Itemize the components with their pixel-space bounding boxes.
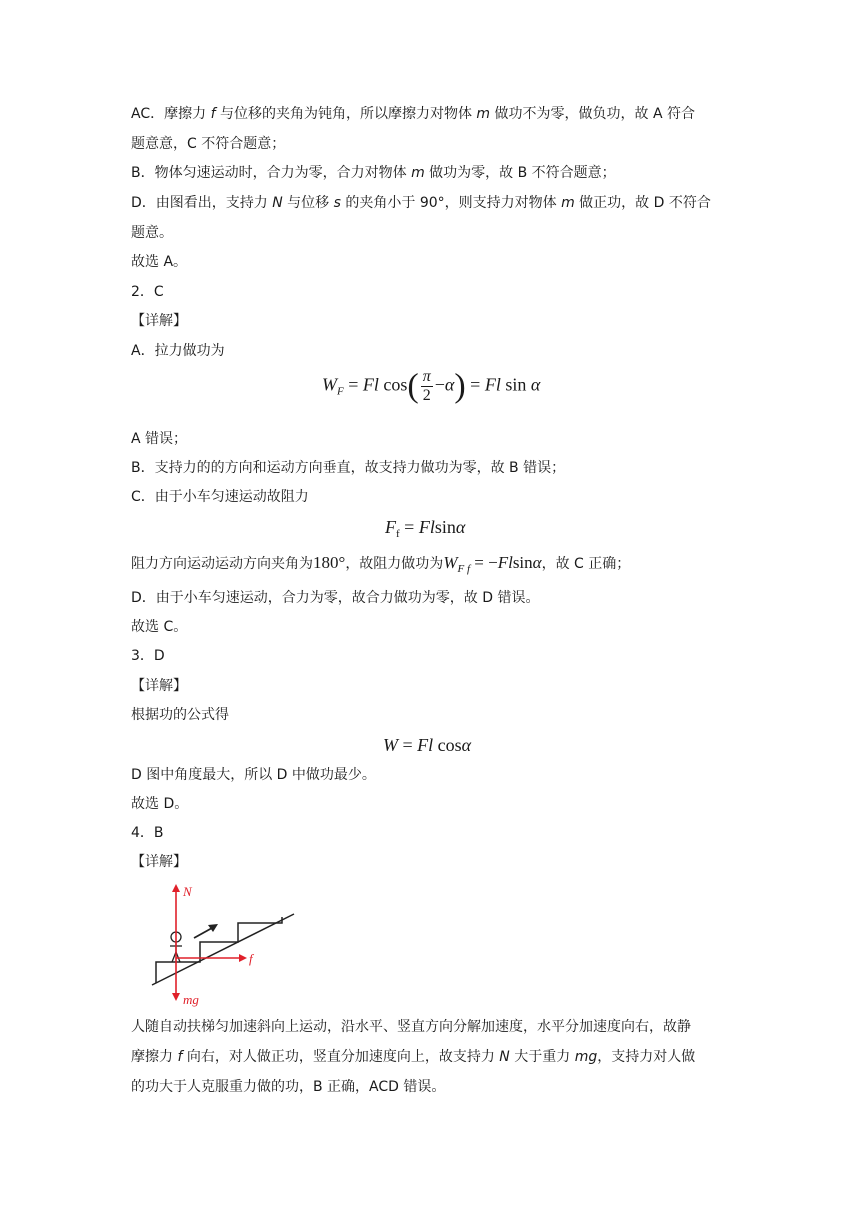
q4-line-1: 人随自动扶梯匀加速斜向上运动，沿水平、竖直方向分解加速度，水平分加速度向右，故静 bbox=[131, 1019, 691, 1035]
q3-equation-work: W = Fl cosα bbox=[383, 735, 472, 755]
q2-equation-friction: $F_f = Flsin\alpha$ bbox=[385, 517, 466, 540]
q1-line-1: AC．摩擦力 f 与位移的夹角为钝角，所以摩擦力对物体 m 做功不为零，做负功，故 A 符合 bbox=[131, 106, 695, 122]
q2-c-line: 阻力方向运动运动方向夹角为180°，故阻力做功为$W_{F f} = -Flsin\alpha$，故 C 正确； bbox=[131, 553, 631, 575]
label-n: N bbox=[183, 884, 192, 899]
q1-line-4: D．由图看出，支持力 N 与位移 s 的夹角小于 90°，则支持力对物体 m 做正功，故 D 不符合 bbox=[131, 195, 711, 211]
q2-a-wrong: A 错误； bbox=[131, 431, 188, 447]
q1-line-3: B．物体匀速运动时，合力为零，合力对物体 m 做功为零，故 B 不符合题意； bbox=[131, 165, 616, 181]
motion-arrow bbox=[194, 924, 218, 938]
q3-line: D 图中角度最大，所以 D 中做功最少。 bbox=[131, 767, 376, 783]
q2-detail-heading: 【详解】 bbox=[131, 313, 187, 329]
escalator-force-diagram bbox=[148, 880, 300, 1010]
q2-b-line: B．支持力的的方向和运动方向垂直，故支持力做功为零，故 B 错误； bbox=[131, 460, 566, 476]
q2-c-intro: C．由于小车匀速运动故阻力 bbox=[131, 489, 309, 505]
q3-answer: 3．D bbox=[131, 648, 165, 664]
q4-line-2: 摩擦力 f 向右，对人做正功，竖直分加速度向上，故支持力 N 大于重力 mg，支持力对人做 bbox=[131, 1049, 696, 1065]
q2-equation-work-f: $W_F = Fl$ cos( $\frac{\pi}{2}$ −α) = Fl sin α bbox=[322, 367, 541, 405]
q3-choose: 故选 D。 bbox=[131, 796, 189, 812]
normal-force-arrow bbox=[172, 884, 180, 958]
q2-answer: 2．C bbox=[131, 284, 164, 300]
q1-line-2: 题意意，C 不符合题意； bbox=[131, 136, 286, 152]
q2-a-intro: A．拉力做功为 bbox=[131, 343, 225, 359]
q4-detail-heading: 【详解】 bbox=[131, 854, 187, 870]
q1-line-5: 题意。 bbox=[131, 225, 173, 241]
q3-intro: 根据功的公式得 bbox=[131, 707, 229, 723]
label-f: f bbox=[249, 951, 253, 966]
incline-line bbox=[152, 914, 294, 985]
q3-detail-heading: 【详解】 bbox=[131, 678, 187, 694]
label-mg: mg bbox=[183, 992, 199, 1007]
q4-answer: 4．B bbox=[131, 825, 164, 841]
q2-d-line: D．由于小车匀速运动，合力为零，故合力做功为零，故 D 错误。 bbox=[131, 590, 540, 606]
q2-choose: 故选 C。 bbox=[131, 619, 188, 635]
gravity-arrow bbox=[172, 958, 180, 1001]
q1-choose: 故选 A。 bbox=[131, 254, 188, 270]
q4-line-3: 的功大于人克服重力做的功，B 正确，ACD 错误。 bbox=[131, 1079, 446, 1095]
